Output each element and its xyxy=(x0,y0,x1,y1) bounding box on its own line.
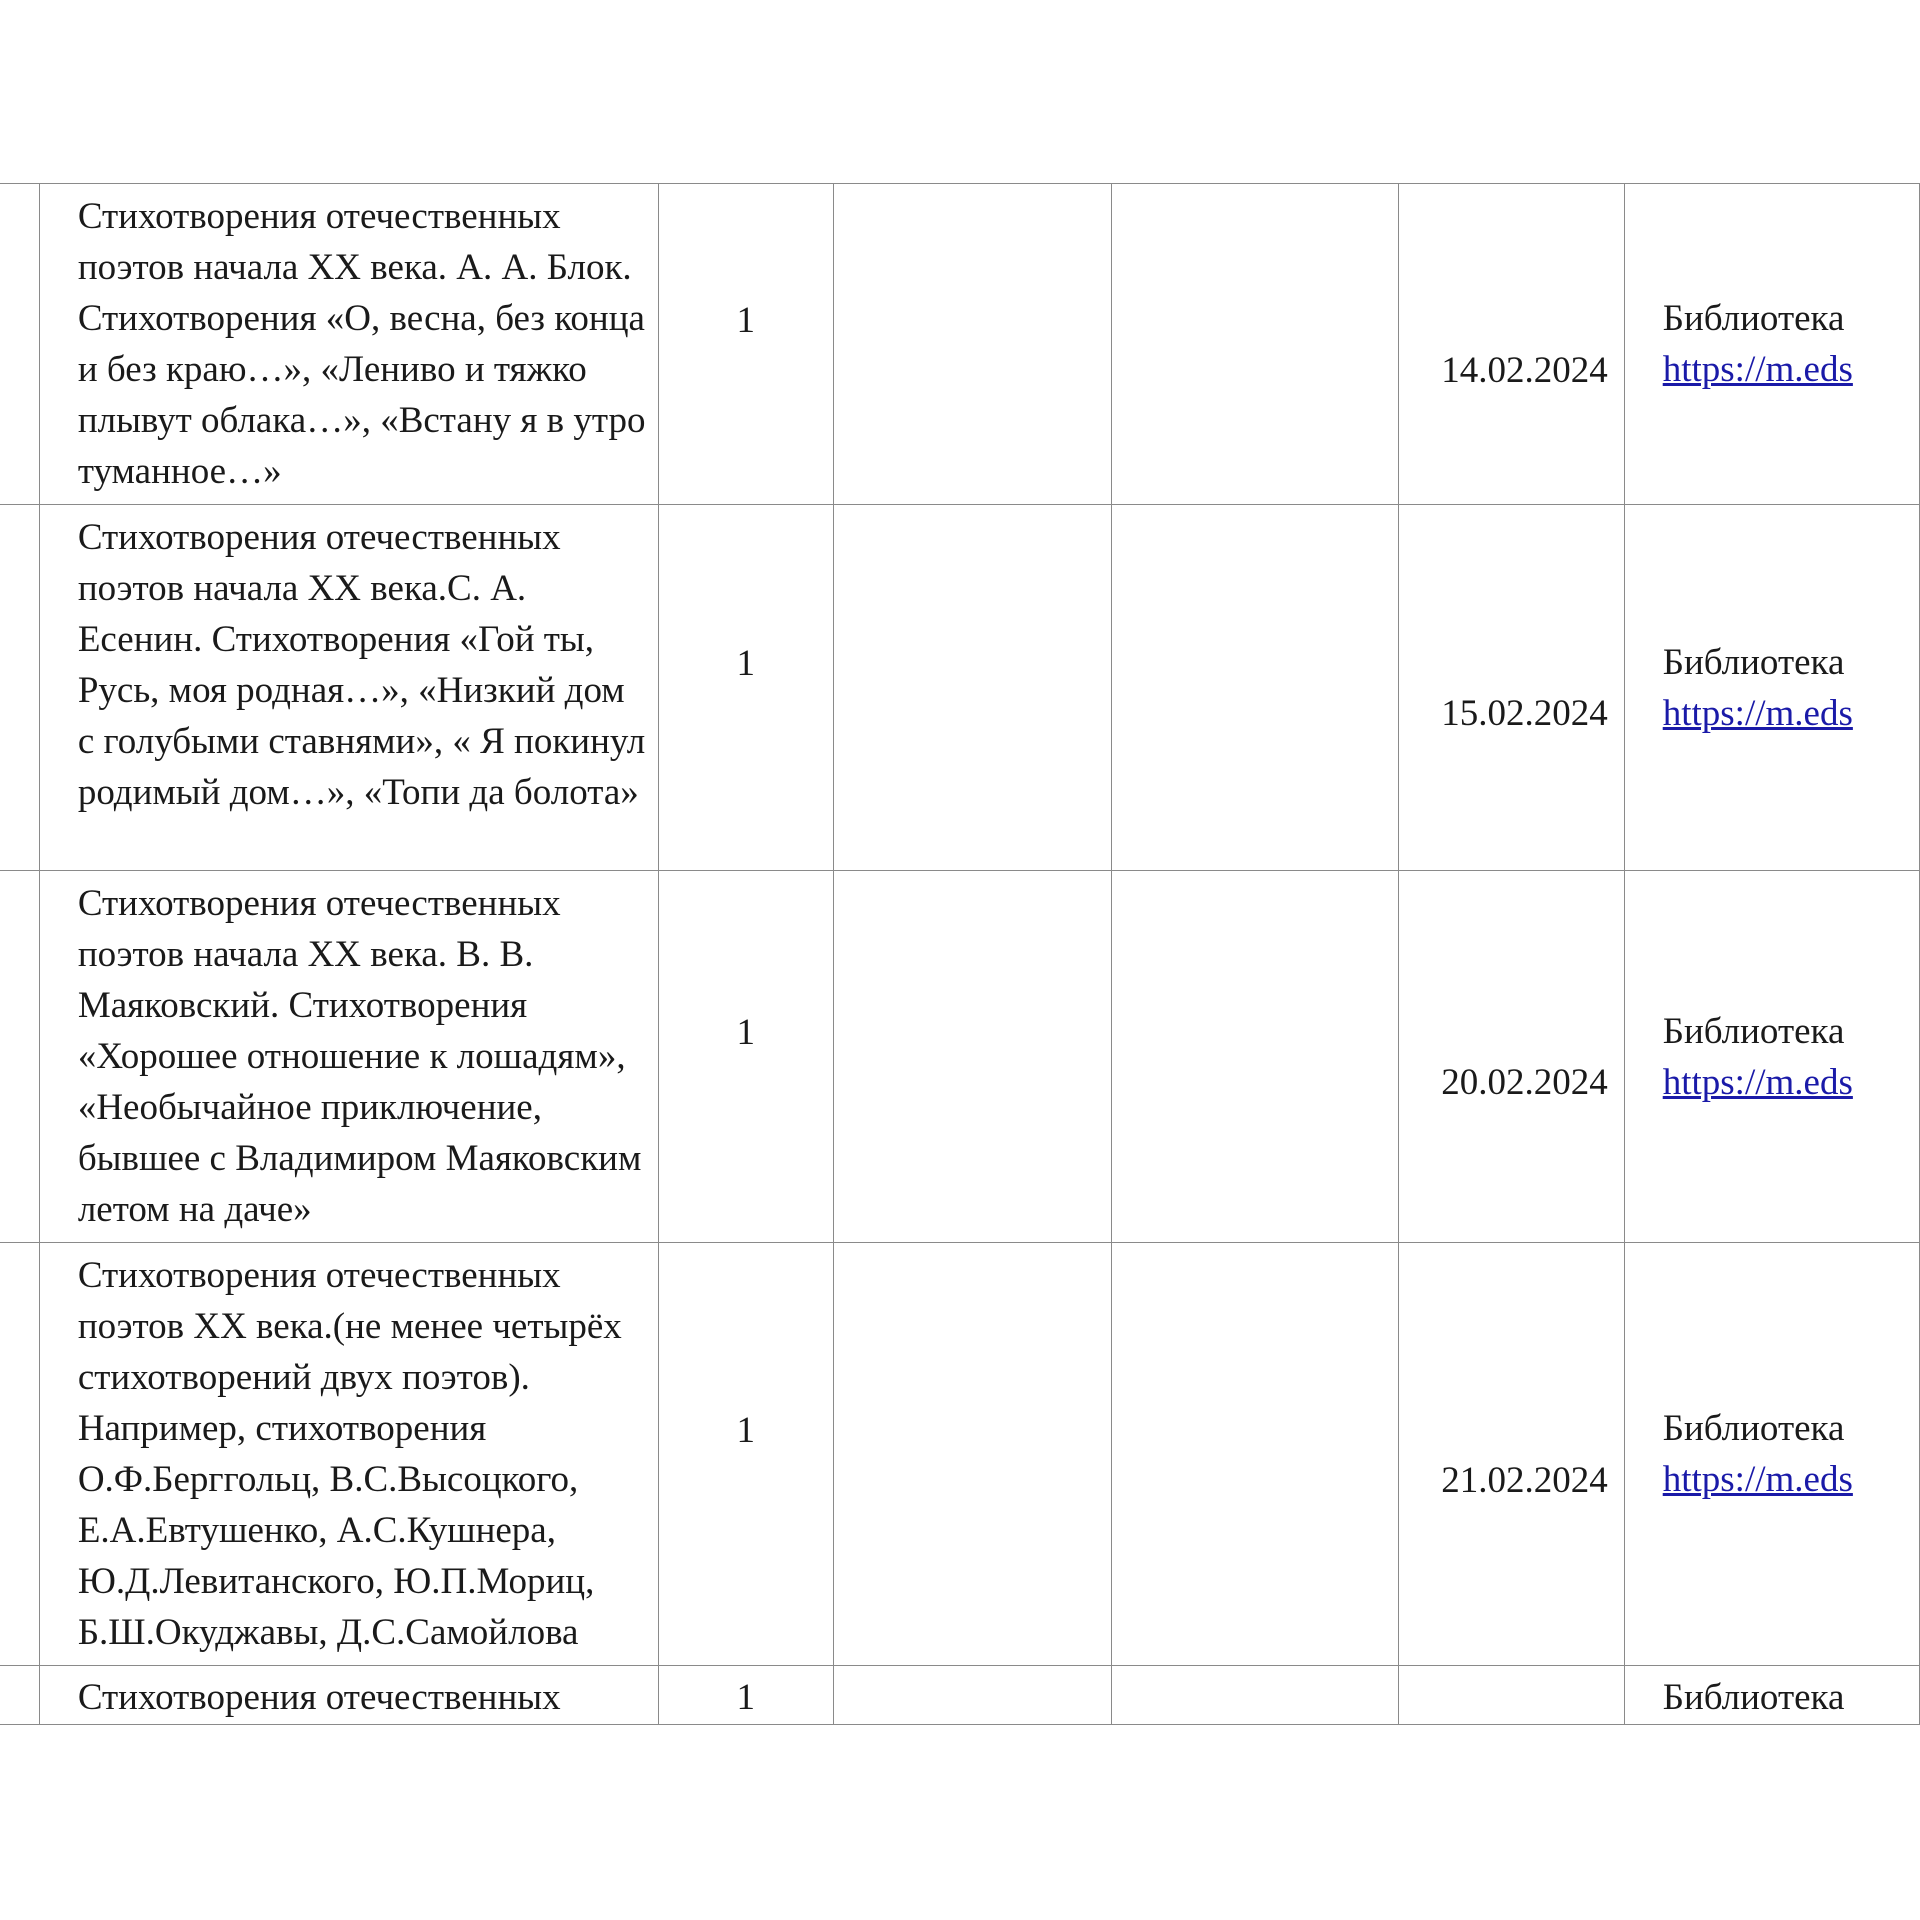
control-works-cell xyxy=(833,1666,1111,1725)
date-value: 14.02.2024 xyxy=(1441,349,1608,391)
control-works-cell xyxy=(833,505,1111,871)
resource-label: Библиотека xyxy=(1662,1677,1845,1718)
topic-cell: Стихотворения отечественных xyxy=(39,1666,658,1725)
topic-cell: Стихотворения отечественных поэтов XX века.(не менее четырёх стихотворений двух поэтов). Например, стихотворения О.Ф.Берггольц, В.С.Высоцкого, Е.А.Евтушенко, А.С.Кушнера, Ю.Д.Левитанского, Ю.П.Мориц, Б.Ш.Окуджавы, Д.С.Самойлова xyxy=(39,1243,658,1666)
number-cell xyxy=(0,1243,39,1666)
resource-link[interactable]: https://m.eds xyxy=(1662,349,1853,390)
number-cell xyxy=(0,1666,39,1725)
hours-cell xyxy=(658,1666,833,1725)
resource-cell xyxy=(1624,1666,1919,1725)
date-value: 20.02.2024 xyxy=(1441,1062,1608,1103)
resource-cell xyxy=(1624,505,1919,871)
table-row xyxy=(0,1243,1920,1666)
practical-works-cell xyxy=(1111,505,1398,871)
resource-label: Библиотека xyxy=(1662,1010,1845,1052)
practical-works-cell xyxy=(1111,184,1398,505)
practical-works-cell xyxy=(1111,871,1398,1243)
table-row xyxy=(0,505,1920,871)
date-value: 21.02.2024 xyxy=(1441,1459,1608,1501)
resource-label: Библиотека xyxy=(1662,1408,1845,1449)
resource-cell xyxy=(1624,871,1919,1243)
table-row xyxy=(0,1666,1920,1725)
topic-cell: Стихотворения отечественных поэтов начала XX века. А. А. Блок. Стихотворения «О, весна, без конца и без краю…», «Лениво и тяжко плывут облака…», «Встану я в утро туманное…» xyxy=(39,184,658,505)
hours-value: 1 xyxy=(736,1012,755,1053)
date-cell xyxy=(1398,505,1624,871)
lesson-table-container xyxy=(0,183,1920,1725)
table-row xyxy=(0,871,1920,1243)
practical-works-cell xyxy=(1111,1666,1398,1725)
date-cell xyxy=(1398,1666,1624,1725)
hours-cell xyxy=(658,184,833,505)
topic-cell: Стихотворения отечественных поэтов начала XX века. В. В. Маяковский. Стихотворения «Хорошее отношение к лошадям», «Необычайное приключение, бывшее с Владимиром Маяковским летом на даче» xyxy=(39,871,658,1243)
control-works-cell xyxy=(833,184,1111,505)
control-works-cell xyxy=(833,1243,1111,1666)
number-cell xyxy=(0,184,39,505)
hours-value: 1 xyxy=(736,1409,755,1451)
date-cell xyxy=(1398,1243,1624,1666)
table-row xyxy=(0,184,1920,505)
date-cell xyxy=(1398,184,1624,505)
control-works-cell xyxy=(833,871,1111,1243)
hours-value: 1 xyxy=(736,299,755,341)
resource-label: Библиотека xyxy=(1662,641,1845,683)
number-cell xyxy=(0,505,39,871)
number-cell xyxy=(0,871,39,1243)
lesson-plan-table xyxy=(0,183,1920,1725)
hours-value: 1 xyxy=(736,643,755,684)
date-value: 15.02.2024 xyxy=(1441,693,1608,734)
resource-link[interactable]: https://m.eds xyxy=(1662,692,1853,734)
hours-cell xyxy=(658,871,833,1243)
date-cell xyxy=(1398,871,1624,1243)
resource-link[interactable]: https://m.eds xyxy=(1662,1061,1853,1103)
hours-value: 1 xyxy=(736,1677,755,1718)
resource-cell xyxy=(1624,1243,1919,1666)
resource-cell xyxy=(1624,184,1919,505)
practical-works-cell xyxy=(1111,1243,1398,1666)
resource-label: Библиотека xyxy=(1662,298,1845,339)
hours-cell xyxy=(658,1243,833,1666)
topic-cell: Стихотворения отечественных поэтов начала XX века.С. А. Есенин. Стихотворения «Гой ты, Русь, моя родная…», «Низкий дом с голубыми ставнями», « Я покинул родимый дом…», «Топи да болота» xyxy=(39,505,658,871)
hours-cell xyxy=(658,505,833,871)
resource-link[interactable]: https://m.eds xyxy=(1662,1459,1853,1500)
